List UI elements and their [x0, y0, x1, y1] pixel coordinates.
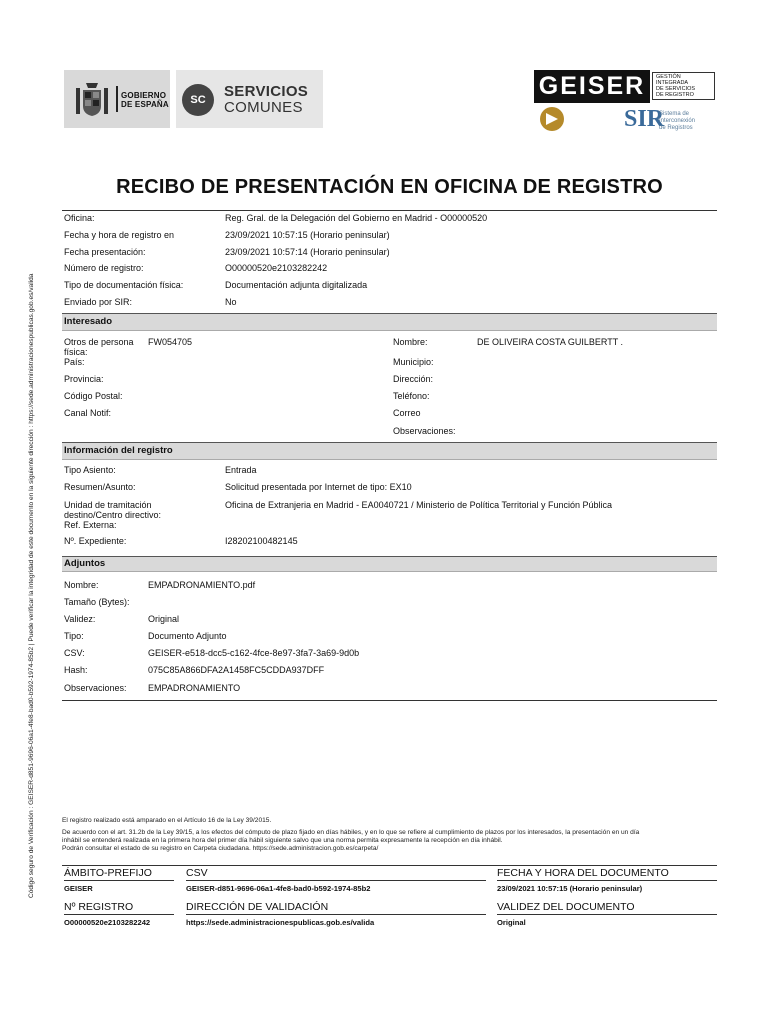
adjunto-hash-label: Hash:: [64, 665, 88, 675]
telefono-label: Teléfono:: [393, 391, 430, 401]
direccion-validacion-label: DIRECCIÓN DE VALIDACIÓN: [186, 901, 329, 913]
adjuntos-rule: [62, 700, 717, 701]
footnote-computo-line2: inhábil se entenderá realizada en la primera hora del primer día hábil siguiente salvo que una norma permita expresamente la recepción en día inhábil.: [62, 837, 503, 844]
resumen-label: Resumen/Asunto:: [64, 482, 136, 492]
tipo-asiento-value: Entrada: [225, 465, 257, 475]
info-registro-heading: Información del registro: [62, 442, 717, 460]
fecha-documento-value: 23/09/2021 10:57:15 (Horario peninsular): [497, 884, 643, 893]
validez-documento-value: Original: [497, 918, 526, 927]
otros-persona-label-line1: Otros de persona: [64, 337, 134, 347]
canal-notif-label: Canal Notif:: [64, 408, 112, 418]
fecha-presentacion-label: Fecha presentación:: [64, 247, 146, 257]
geiser-sir-logo: [534, 70, 717, 132]
adjunto-validez-label: Validez:: [64, 614, 96, 624]
unidad-label-line1: Unidad de tramitación: [64, 500, 152, 510]
adjunto-csv-value: GEISER-e518-dcc5-c162-4fce-8e97-3fa7-3a69-9d0b: [148, 648, 360, 658]
unidad-label-line2: destino/Centro directivo:: [64, 510, 162, 520]
adjuntos-heading: Adjuntos: [62, 556, 717, 572]
provincia-label: Provincia:: [64, 374, 104, 384]
geiser-sub1: GESTIÓN: [656, 74, 681, 80]
sir-sub3: de Registros: [659, 125, 693, 131]
sc-name: [224, 84, 308, 116]
adjunto-validez-value: Original: [148, 614, 180, 624]
footer-underline-6: [497, 914, 717, 915]
tipo-asiento-label: Tipo Asiento:: [64, 465, 116, 475]
codigo-postal-label: Código Postal:: [64, 391, 123, 401]
adjunto-tipo-label: Tipo:: [64, 631, 84, 641]
adjunto-hash-value: 075C85A866DFA2A1458FC5CDDA937DFF: [148, 665, 325, 675]
footer-csv-label: CSV: [186, 867, 208, 879]
pais-label: País:: [64, 357, 85, 367]
otros-persona-label-line2: física:: [64, 347, 88, 357]
title-rule: [62, 210, 717, 211]
tipo-documentacion-value: Documentación adjunta digitalizada: [225, 280, 368, 290]
footnote-computo: [62, 829, 722, 853]
municipio-label: Municipio:: [393, 357, 434, 367]
footer-csv-value: GEISER-d851-9696-06a1-4fe8-bad0-b592-1974-85b2: [186, 884, 371, 893]
footnote-computo-line1: De acuerdo con el art. 31.2b de la Ley 39/15, a los efectos del cómputo de plazo fijado en días hábiles, y en lo que se refiere al cumplimiento de plazos por los interesados, la presentación en un día: [62, 829, 640, 836]
adjunto-tamano-label: Tamaño (Bytes):: [64, 597, 130, 607]
direccion-validacion-link[interactable]: https://sede.administracionespublicas.gob.es/valida: [186, 918, 375, 927]
expediente-label: Nº. Expediente:: [64, 536, 127, 546]
resumen-value: Solicitud presentada por Internet de tipo: EX10: [225, 482, 412, 492]
observaciones-label: Observaciones:: [393, 426, 456, 436]
ambito-prefijo-value: GEISER: [64, 884, 93, 893]
geiser-logo: GEISER: [534, 70, 650, 103]
footer-rule-top: [62, 865, 717, 866]
interesado-heading: Interesado: [62, 313, 717, 331]
coat-of-arms-icon: [72, 80, 112, 120]
geiser-subtitle: [652, 72, 715, 100]
validez-documento-label: VALIDEZ DEL DOCUMENTO: [497, 901, 635, 913]
sir-subtitle: [659, 111, 695, 132]
nombre-label: Nombre:: [393, 337, 428, 347]
geiser-sub2: INTEGRADA: [656, 80, 689, 86]
direccion-label: Dirección:: [393, 374, 434, 384]
gov-name-line1: GOBIERNO: [121, 91, 167, 100]
footer-underline-4: [64, 914, 174, 915]
page-title: RECIBO DE PRESENTACIÓN EN OFICINA DE REGISTRO: [116, 176, 663, 198]
numero-registro-value: O00000520e2103282242: [225, 263, 328, 273]
footnote-carpeta: Podrán consultar el estado de su registro en Carpeta ciudadana. https://sede.administracion.gob.es/carpeta/: [62, 845, 379, 852]
numero-registro-footer-label: Nº REGISTRO: [64, 901, 134, 913]
otros-persona-label: [64, 337, 134, 357]
enviado-sir-label: Enviado por SIR:: [64, 297, 133, 307]
adjunto-tipo-value: Documento Adjunto: [148, 631, 227, 641]
adjunto-observaciones-value: EMPADRONAMIENTO: [148, 683, 241, 693]
sir-sub2: Interconexión: [659, 118, 696, 124]
correo-label: Correo: [393, 408, 421, 418]
unidad-tramitacion-value: Oficina de Extranjeria en Madrid - EA0040721 / Ministerio de Política Territorial y Función Pública: [225, 500, 613, 510]
footer-underline-3: [497, 880, 717, 881]
otros-persona-value: FW054705: [148, 337, 193, 347]
fecha-registro-value: 23/09/2021 10:57:15 (Horario peninsular): [225, 230, 390, 240]
footer-underline-1: [64, 880, 174, 881]
fecha-documento-label: FECHA Y HORA DEL DOCUMENTO: [497, 867, 669, 879]
geiser-sub4: DE REGISTRO: [656, 92, 694, 98]
unidad-tramitacion-label: [64, 500, 161, 530]
sc-badge-icon: SC: [182, 84, 214, 116]
tipo-documentacion-label: Tipo de documentación física:: [64, 280, 184, 290]
nombre-value: DE OLIVEIRA COSTA GUILBERTT .: [477, 337, 624, 347]
ref-externa-label: Ref. Externa:: [64, 520, 117, 530]
geiser-emblem-icon: [538, 105, 566, 133]
gobierno-de-espana-logo: [64, 70, 170, 128]
numero-registro-footer-value: O00000520e2103282242: [64, 918, 151, 927]
verification-side-text: Código seguro de Verificación : GEISER-d851-9696-06a1-4fe8-bad0-b592-1974-85b2 | Puede verificar la integridad de este documento en la siguiente dirección : https://sede.administracionespublicas.gob.es/valida: [28, 273, 35, 898]
footnote-ley: El registro realizado está amparado en el Artículo 16 de la Ley 39/2015.: [62, 817, 272, 824]
gov-name-line2: DE ESPAÑA: [121, 100, 169, 109]
gov-name: [121, 91, 169, 109]
fecha-registro-label: Fecha y hora de registro en: [64, 230, 175, 240]
sir-logo: SIR: [624, 106, 665, 132]
logo-divider: [116, 86, 118, 112]
oficina-label: Oficina:: [64, 213, 95, 223]
sc-line1: SERVICIOS: [224, 83, 309, 100]
servicios-comunes-logo: [176, 70, 323, 128]
footer-underline-2: [186, 880, 486, 881]
enviado-sir-value: No: [225, 297, 237, 307]
oficina-value: Reg. Gral. de la Delegación del Gobierno en Madrid - O00000520: [225, 213, 488, 223]
footer-underline-5: [186, 914, 486, 915]
adjunto-nombre-label: Nombre:: [64, 580, 99, 590]
adjunto-csv-label: CSV:: [64, 648, 85, 658]
sir-sub1: Sistema de: [659, 111, 690, 117]
geiser-sub3: DE SERVICIOS: [656, 86, 696, 92]
numero-registro-label: Número de registro:: [64, 263, 144, 273]
expediente-value: I28202100482145: [225, 536, 298, 546]
adjunto-observaciones-label: Observaciones:: [64, 683, 127, 693]
sc-line2: COMUNES: [224, 99, 303, 116]
adjunto-nombre-value: EMPADRONAMIENTO.pdf: [148, 580, 256, 590]
ambito-prefijo-label: ÁMBITO-PREFIJO: [64, 867, 152, 879]
fecha-presentacion-value: 23/09/2021 10:57:14 (Horario peninsular): [225, 247, 390, 257]
